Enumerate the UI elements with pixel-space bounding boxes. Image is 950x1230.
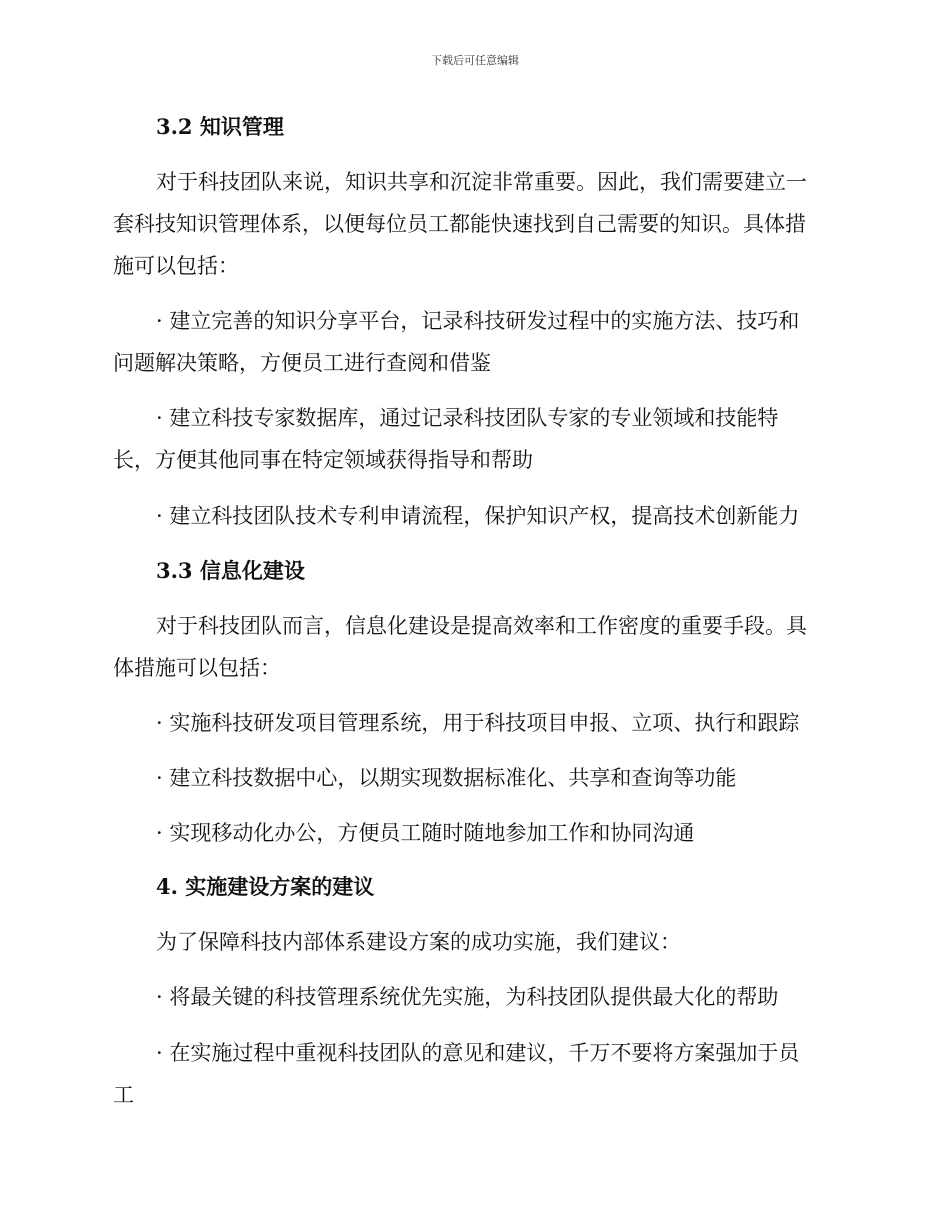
section-heading-3-2: 3.2 知识管理 (156, 114, 284, 139)
section-heading-4: 4. 实施建设方案的建议 (156, 874, 375, 899)
paragraph-line: 对于科技团队而言，信息化建设是提高效率和工作密度的重要手段。具 (156, 614, 807, 638)
bullet-item-continuation: 问题解决策略，方便员工进行查阅和借鉴 (113, 351, 491, 375)
section-heading-3-3: 3.3 信息化建设 (156, 558, 305, 583)
paragraph-line: 为了保障科技内部体系建设方案的成功实施，我们建议： (156, 930, 681, 954)
bullet-item: · 将最关键的科技管理系统优先实施，为科技团队提供最大化的帮助 (156, 985, 779, 1009)
bullet-item-continuation: 长，方便其他同事在特定领域获得指导和帮助 (113, 448, 533, 472)
paragraph-line: 套科技知识管理体系，以便每位员工都能快速找到自己需要的知识。具体措 (113, 212, 806, 236)
bullet-item: · 建立科技专家数据库，通过记录科技团队专家的专业领域和技能特 (156, 406, 779, 430)
bullet-item: · 在实施过程中重视科技团队的意见和建议，千万不要将方案强加于员 (156, 1041, 800, 1065)
bullet-item: · 建立科技团队技术专利申请流程，保护知识产权，提高技术创新能力 (156, 504, 800, 528)
bullet-item: · 实施科技研发项目管理系统，用于科技项目申报、立项、执行和跟踪 (156, 711, 800, 735)
page-header: 下载后可任意编辑 (431, 54, 519, 67)
paragraph-line: 施可以包括： (113, 254, 239, 278)
bullet-item: · 建立完善的知识分享平台，记录科技研发过程中的实施方法、技巧和 (156, 309, 800, 333)
bullet-item-continuation: 工 (113, 1083, 134, 1107)
bullet-item: · 建立科技数据中心，以期实现数据标准化、共享和查询等功能 (156, 766, 737, 790)
bullet-item: · 实现移动化办公，方便员工随时随地参加工作和协同沟通 (156, 821, 695, 845)
paragraph-line: 体措施可以包括： (113, 656, 281, 680)
paragraph-line: 对于科技团队来说，知识共享和沉淀非常重要。因此，我们需要建立一 (156, 170, 807, 194)
